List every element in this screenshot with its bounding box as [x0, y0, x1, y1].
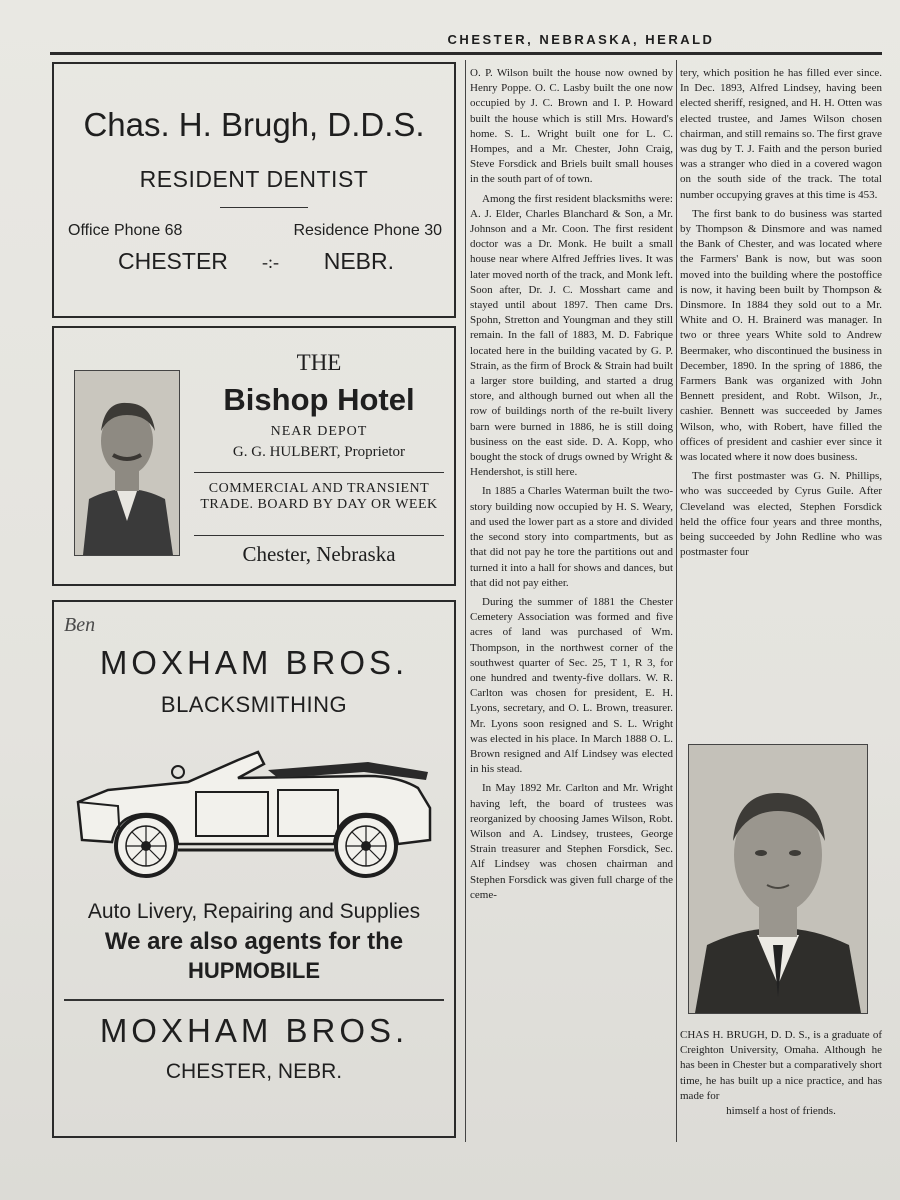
- paragraph: O. P. Wilson built the house now owned by Henry Poppe. O. C. Lasby built the one now occupied by J. C. Brown and I. P. Howard built the house which is still Mrs. Howard's home. S. L. Wright built one for L. C. Hompes, and a Mr. Chester, John Craig, Steve Forsdick and Briels built small houses in the south part of of town.: [470, 67, 673, 186]
- ad-moxham-brand: HUPMOBILE: [188, 958, 320, 983]
- ad-moxham-title-footer: MOXHAM BROS.: [99, 1012, 409, 1049]
- page-header: CHESTER, NEBRASKA, HERALD: [447, 32, 715, 47]
- ad-moxham-services: Auto Livery, Repairing and Supplies: [87, 900, 421, 923]
- ad-brugh-city: CHESTER: [118, 248, 228, 274]
- ad-bishop-near-depot: NEAR DEPOT: [270, 424, 368, 439]
- divider: [194, 472, 444, 473]
- paragraph: Among the first resident blacksmiths were: A. J. Elder, Charles Blanchard & Son, a Mr. Johnson and a Mr. Coon. The first resident doctor was a Dr. Monk. He built a small house near where Alfred Jeffries lives. It was later moved north of the track, and Monk left. Soon after, Dr. J. C. Mosshart came and stayed until about 1897. Then came Drs. Spohn, Stretton and Youngman and they still remain. In the fall of 1883, M. D. Fabrique located here in the building vacated by G. P. Strain, as the firm of Brock & Strain had built a larger store building, and started a drug store, and although burned out when all the row of buildings north of the re-built livery barn were burned in 1886, he is still doing business on the east side. D. A. Kopp, who bought the stock of drugs owned by Wright & Hendershot, is still here.: [470, 192, 673, 479]
- paragraph: tery, which position he has filled ever since. In Dec. 1893, Alfred Lindsey, having been elected sheriff, resigned, and H. H. Otten was elected trustee, and James Wilson chosen chairman, and still remains so. The first grave was dug by T. J. Faith and the person buried was a stranger who died in a covered wagon on the south side of the track. The total number occupying graves at this time is 453.: [680, 67, 882, 201]
- article-column-right: [680, 66, 882, 565]
- automobile-illustration: [68, 732, 448, 892]
- ad-moxham-title: MOXHAM BROS.: [99, 644, 409, 681]
- ad-brugh-subtitle: RESIDENT DENTIST: [139, 166, 369, 192]
- divider: [194, 535, 444, 536]
- ad-moxham-city: CHESTER, NEBR.: [165, 1060, 343, 1083]
- ad-brugh-dentist: [52, 62, 456, 318]
- ad-brugh-office-phone: Office Phone 68: [68, 222, 183, 239]
- ad-moxham-subtitle: BLACKSMITHING: [160, 692, 348, 717]
- paragraph: In May 1892 Mr. Carlton and Mr. Wright having left, the board of trustees was reorganized by choosing James Wilson, Robt. Wilson and A. Lindsey, trustees, George Strain treasurer and Stephen Forsdick, Sec. Alf Lindsey was chosen chairman and Stephen Forsdick was given full charge of the ceme-: [470, 782, 673, 901]
- header-rule: [50, 52, 882, 55]
- photo-caption: [680, 1028, 882, 1119]
- ad-bishop-proprietor: G. G. HULBERT, Proprietor: [232, 444, 406, 460]
- ad-bishop-the: THE: [296, 350, 342, 375]
- ad-bishop-trade: COMMERCIAL AND TRANSIENT TRADE. BOARD BY DAY OR WEEK: [200, 481, 438, 512]
- column-rule: [465, 60, 466, 1142]
- divider: [220, 207, 308, 208]
- paragraph: In 1885 a Charles Waterman built the two-story building now occupied by H. S. Weary, and used the lower part as a store and divided the second story into compartments, but as that did not pay he tore the partitions out and turned it into a hall for shows and dances, but that did not pay either.: [470, 485, 673, 589]
- paragraph: During the summer of 1881 the Chester Cemetery Association was formed and five acres of land was purchased of Wm. Thompson, in the northwest corner of the southwest quarter of Sec. 25, T 1, R 3, for one hundred and twenty-five dollars. W. R. Carlton was chosen for president, E. H. Lyons, secretary, and O. L. Brown, treasurer. Mr. Lyons soon resigned and S. L. Wright was elected in his place. In March 1888 O. L. Brown resigned and Alf Lindsey was elected in his stead.: [470, 595, 673, 776]
- paragraph: The first postmaster was G. N. Phillips, who was succeeded by Cyrus Guile. After Cleveland was elected, Stephen Forsdick held the office four years and three months, being succeeded by John Redline who was postmaster four: [680, 470, 882, 559]
- ad-brugh-residence-phone: Residence Phone 30: [293, 222, 442, 239]
- divider: [64, 999, 444, 1001]
- ad-moxham-bros: [52, 600, 456, 1138]
- ad-moxham-agents: We are also agents for the: [104, 928, 404, 955]
- handwritten-note: Ben: [64, 614, 96, 636]
- ad-bishop-hotel: [52, 326, 456, 586]
- paragraph: The first bank to do business was started by Thompson & Dinsmore and was named the Bank of Chester, and was located where the Farmers' Bank is now, but was soon moved into the building where the postoffice is now, it having been built by Thompson & Dinsmore. In 1884 they sold out to a Mr. White and O. H. Brainerd was manager. In two or three years White sold to Andrew Beermaker, who discontinued the business in December, 1890. In the spring of 1886, the Farmers Bank was organized with John Bennett president, and Robt. Wilson, Jr., cashier. Bennett was succeeded by James Wilson, who, with Robert, have filled the offices of president and cashier ever since it was located where it now does business.: [680, 207, 882, 464]
- caption-end: himself a host of friends.: [726, 1105, 836, 1118]
- ad-bishop-city: Chester, Nebraska: [242, 542, 396, 566]
- ad-brugh-separator: -:-: [262, 252, 279, 272]
- column-rule: [676, 60, 677, 1142]
- article-column-middle: [470, 66, 673, 907]
- ad-bishop-name: Bishop Hotel: [223, 382, 415, 417]
- ad-brugh-name: Chas. H. Brugh, D.D.S.: [83, 106, 425, 143]
- portrait-photo: [74, 370, 180, 556]
- portrait-photo: [688, 744, 868, 1014]
- ad-brugh-state: NEBR.: [323, 248, 394, 274]
- caption-text: CHAS H. BRUGH, D. D. S., is a graduate of Creighton University, Omaha. Although he has been in Chester but a comparatively short time, he has built up a nice practice, and has made for: [680, 1029, 882, 1102]
